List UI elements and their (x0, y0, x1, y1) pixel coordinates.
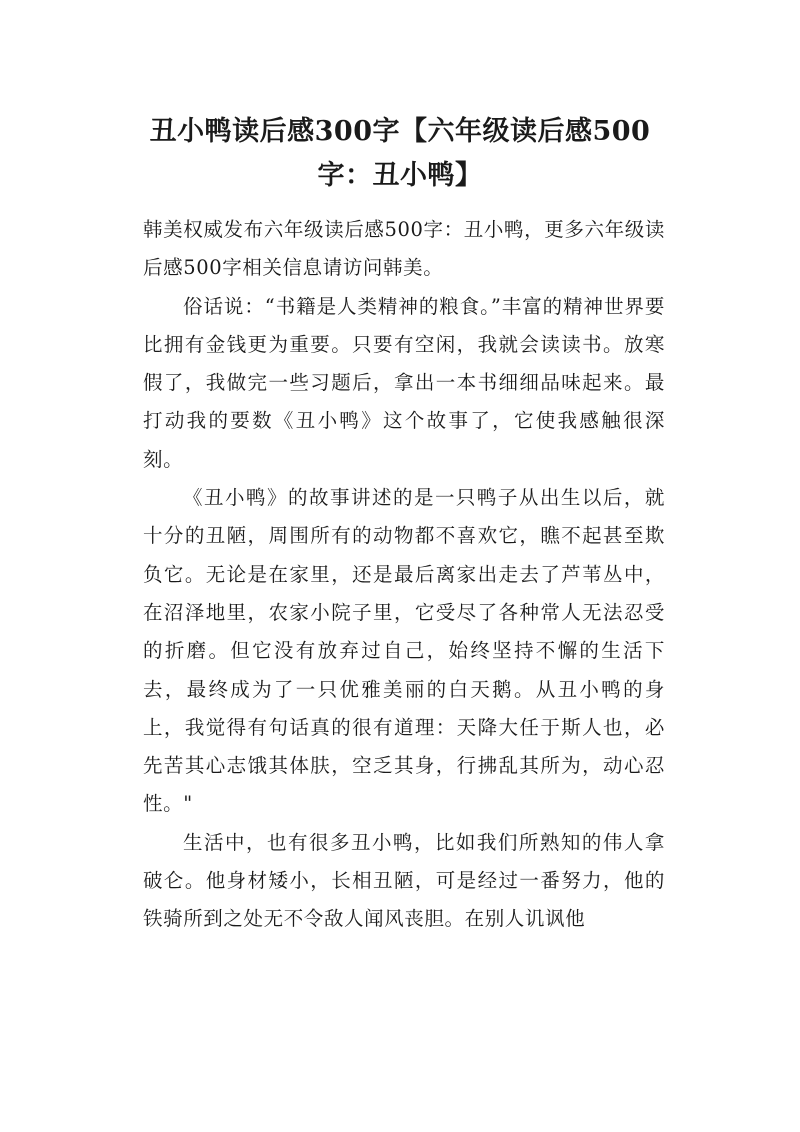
body-paragraph: 俗话说：“书籍是人类精神的粮食。”丰富的精神世界要比拥有金钱更为重要。只要有空闲，我就会读读书。放寒假了，我做完一些习题后，拿出一本书细细品味起来。最打动我的要数《丑小鸭》这个故事了，它使我感触很深刻。 (143, 294, 665, 471)
document-title: 丑小鸭读后感300字【六年级读后感500字：丑小鸭】 (149, 116, 651, 191)
intro-paragraph: 韩美权威发布六年级读后感500字：丑小鸭，更多六年级读后感500字相关信息请访问韩美。 (143, 218, 665, 280)
body-paragraph: 生活中，也有很多丑小鸭，比如我们所熟知的伟人拿破仑。他身材矮小，长相丑陋，可是经过一番努力，他的铁骑所到之处无不令敌人闻风丧胆。在别人讥讽他 (143, 830, 665, 931)
document-body (143, 211, 665, 939)
body-paragraph: 《丑小鸭》的故事讲述的是一只鸭子从出生以后，就十分的丑陋，周围所有的动物都不喜欢它，瞧不起甚至欺负它。无论是在家里，还是最后离家出走去了芦苇丛中，在沼泽地里，农家小院子里，它受尽了各种常人无法忍受的折磨。但它没有放弃过自己，始终坚持不懈的生活下去，最终成为了一只优雅美丽的白天鹅。从丑小鸭的身上，我觉得有句话真的很有道理：天降大任于斯人也，必先苦其心志饿其体肤，空乏其身，行拂乱其所为，动心忍性。" (143, 486, 665, 816)
